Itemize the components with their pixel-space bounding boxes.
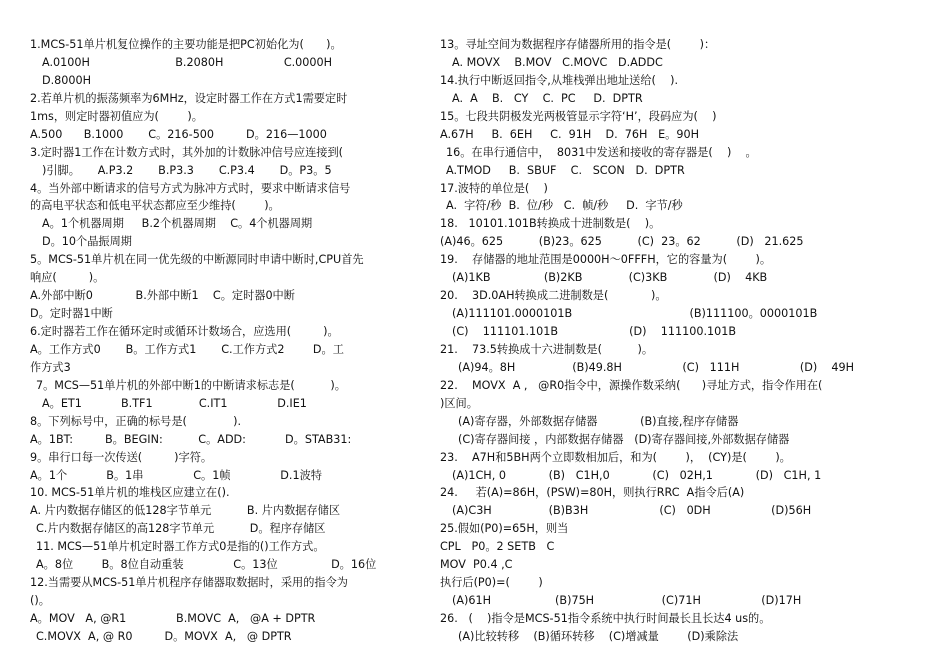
right-line: A.67H B. 6EH C. 91H D. 76H E。90H — [440, 127, 700, 141]
right-line: MOV P0.4 ,C — [440, 558, 513, 572]
right-line: (A)1KB (B)2KB (C)3KB (D) 4KB — [452, 271, 768, 285]
left-line: 12.当需要从MCS-51单片机程序存储器取数据时，采用的指令为 — [30, 576, 348, 590]
left-line: A。1个 B。1串 C。1帧 D.1波特 — [30, 468, 322, 482]
left-line: 4。当外部中断请求的信号方式为脉冲方式时，要求中断请求信号 — [30, 181, 351, 195]
right-line: (A)46。625 (B)23。625 (C) 23。62 (D) 21.625 — [440, 235, 804, 249]
right-line: A. A B. CY C. PC D. DPTR — [452, 91, 643, 105]
left-line: C.片内数据存储区的高128字节单元 D。程序存储区 — [36, 522, 326, 536]
left-line: 响应( )。 — [30, 271, 105, 285]
right-line: 15。七段共阴极发光两极管显示字符‘H’，段码应为( ) — [440, 109, 717, 123]
right-line: 25.假如(P0)=65H，则当 — [440, 522, 569, 536]
left-line: A.500 B.1000 C。216-500 D。216—1000 — [30, 127, 327, 141]
left-line: 的高电平状态和低电平状态都应至少维持( )。 — [30, 199, 280, 213]
right-line: A. MOVX B.MOV C.MOVC D.ADDC — [452, 55, 663, 69]
right-line: (A)61H (B)75H (C)71H (D)17H — [452, 594, 802, 608]
right-line: 14.执行中断返回指令,从堆栈弹出地址送给( ). — [440, 73, 679, 87]
left-line: 11. MCS—51单片机定时器工作方式0是指的()工作方式。 — [36, 540, 325, 554]
left-line: 1.MCS-51单片机复位操作的主要功能是把PC初始化为( )。 — [30, 38, 342, 51]
left-line: D。10个晶振周期 — [42, 235, 132, 249]
left-line: D。定时器1中断 — [30, 307, 113, 321]
right-column — [440, 36, 910, 646]
left-line: 8。下列标号中，正确的标号是( ). — [30, 414, 242, 428]
right-line: 18. 10101.101B转换成十进制数是( )。 — [440, 217, 661, 231]
left-line: A。1BT: B。BEGIN: C。ADD: D。STAB31: — [30, 432, 352, 446]
left-line: D.8000H — [42, 73, 92, 87]
right-line: 17.波特的单位是( ) — [440, 181, 548, 195]
right-line: (A)C3H (B)B3H (C) 0DH (D)56H — [452, 504, 812, 518]
right-line: (A)111101.0000101B (B)111100。0000101B — [452, 307, 818, 321]
right-line: 13。寻址空间为数据程序存储器所用的指令是( )： — [440, 38, 716, 51]
left-column — [30, 36, 424, 646]
right-line: (A)比较转移 (B)循环转移 (C)增减量 (D)乘除法 — [458, 629, 739, 643]
left-line: A。MOV A, @R1 B.MOVC A, @A + DPTR — [30, 612, 316, 625]
right-line: (C) 111101.101B (D) 111100.101B — [452, 325, 737, 338]
left-line: 10. MCS-51单片机的堆栈区应建立在(). — [30, 486, 230, 500]
left-line: A。ET1 B.TF1 C.IT1 D.IE1 — [42, 396, 307, 410]
left-line: 1ms，则定时器初值应为( )。 — [30, 109, 203, 123]
right-line: CPL P0。2 SETB C — [440, 540, 555, 554]
right-line: 16。在串行通信中， 8031中发送和接收的寄存器是( ) 。 — [446, 145, 757, 159]
right-line: 23. A7H和5BH两个立即数相加后，和为( )， (CY)是( )。 — [440, 450, 791, 464]
right-line: A. 字符/秒 B. 位/秒 C. 帧/秒 D. 字节/秒 — [446, 199, 683, 213]
right-line: 19. 存储器的地址范围是0000H～0FFFH，它的容量为( )。 — [440, 253, 772, 267]
right-line: 21. 73.5转换成十六进制数是( )。 — [440, 342, 654, 356]
left-line: 2.若单片机的振荡频率为6MHz，设定时器工作在方式1需要定时 — [30, 91, 348, 105]
left-line: A. 片内数据存储区的低128字节单元 B. 片内数据存储区 — [30, 504, 341, 518]
left-line: 作方式3 — [30, 360, 71, 374]
right-line: 26. ( )指令是MCS-51指令系统中执行时间最长且长达4 us的。 — [440, 612, 771, 625]
left-line: ()。 — [30, 594, 50, 608]
left-line: 9。串行口每一次传送( )字符。 — [30, 450, 213, 464]
right-line: (A)寄存器，外部数据存储器 (B)直接,程序存储器 — [458, 414, 739, 428]
right-line: 20. 3D.0AH转换成二进制数是( )。 — [440, 289, 667, 303]
left-line: )引脚。 A.P3.2 B.P3.3 C.P3.4 D。P3。5 — [42, 163, 332, 177]
left-line: A。工作方式0 B。工作方式1 C.工作方式2 D。工 — [30, 342, 344, 356]
left-line: A.0100H B.2080H C.0000H — [42, 55, 333, 69]
left-line: 7。MCS—51单片机的外部中断1的中断请求标志是( )。 — [36, 378, 346, 392]
right-line: (A)94。8H (B)49.8H (C) 111H (D) 49H — [458, 360, 855, 374]
left-line: 6.定时器若工作在循环定时或循环计数场合，应选用( )。 — [30, 325, 339, 338]
left-line: C.MOVX A, @ R0 D。MOVX A, @ DPTR — [36, 629, 292, 643]
left-line: A。8位 B。8位自动重装 C。13位 D。16位 — [36, 558, 377, 572]
right-line: A.TMOD B. SBUF C. SCON D. DPTR — [446, 163, 685, 177]
right-line: 22. MOVX A , @R0指令中，源操作数采纳( )寻址方式，指令作用在( — [440, 378, 823, 392]
right-line: 24. 若(A)=86H，(PSW)=80H，则执行RRC A指令后(A) — [440, 486, 745, 500]
left-line: 3.定时器1工作在计数方式时，其外加的计数脉冲信号应连接到( — [30, 145, 344, 159]
right-line: (A)1CH, 0 (B) C1H,0 (C) 02H,1 (D) C1H, 1 — [452, 468, 822, 482]
left-line: A。1个机器周期 B.2个机器周期 C。4个机器周期 — [42, 217, 313, 231]
right-line: (C)寄存器间接 ，内部数据存储器 (D)寄存器间接,外部数据存储器 — [458, 432, 790, 446]
right-line: 执行后(P0)=( ) — [440, 576, 543, 590]
left-line: A.外部中断0 B.外部中断1 C。定时器0中断 — [30, 289, 295, 303]
left-line: 5。MCS-51单片机在同一优先级的中断源同时申请中断时,CPU首先 — [30, 253, 364, 267]
right-line: )区间。 — [440, 396, 478, 410]
